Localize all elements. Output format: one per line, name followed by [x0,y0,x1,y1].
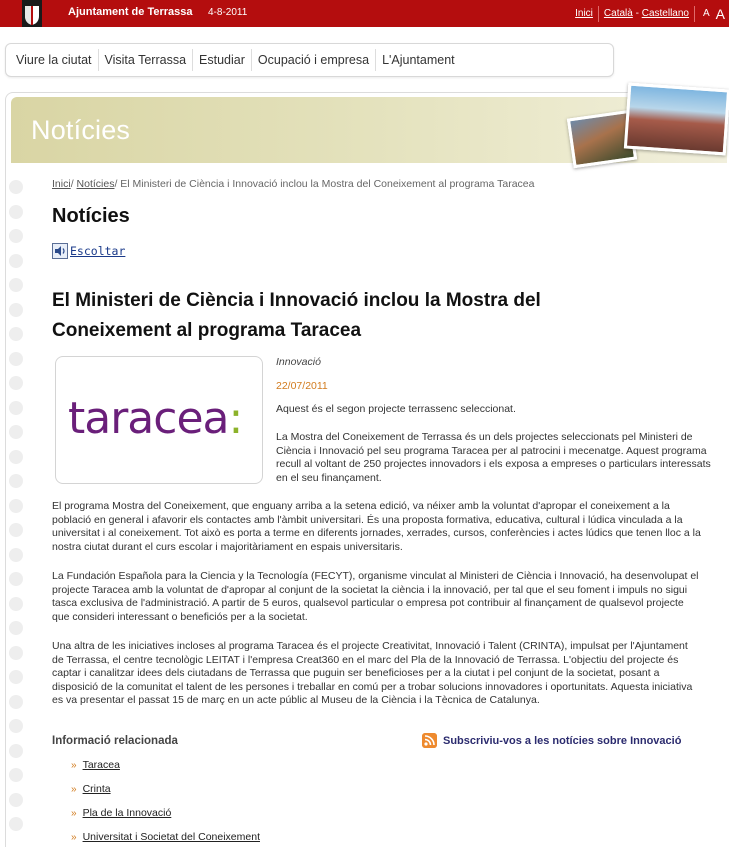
breadcrumb-current: / El Ministeri de Ciència i Innovació inclou la Mostra del Coneixement al programa Taracea [114,178,535,190]
breadcrumb-home[interactable]: Inici [52,178,71,190]
taracea-logo: taracea: [68,393,243,444]
nav-item-estudiar[interactable]: Estudiar [193,49,252,71]
list-item [71,825,260,847]
lang-catalan-link[interactable]: Català [603,8,633,19]
related-link-taracea[interactable]: Taracea [82,759,120,771]
article-lead: Aquest és el segon projecte terrassenc seleccionat. [276,403,516,415]
current-date: 4-8-2011 [208,7,248,18]
arrow-icon: » [71,807,77,819]
arrow-icon: » [71,831,77,843]
article-image [55,356,263,484]
list-item [71,753,260,777]
related-link-universitat[interactable]: Universitat i Societat del Coneixement [82,831,260,843]
home-link[interactable]: Inici [575,8,593,19]
subscribe-link[interactable] [422,733,681,748]
nav-item-viure[interactable]: Viure la ciutat [10,49,99,71]
article-date: 22/07/2011 [276,380,328,392]
breadcrumb-sep: / [70,178,74,190]
banner-photo-building [624,83,729,156]
related-link-crinta[interactable]: Crinta [82,783,111,795]
nav-item-ocupacio[interactable]: Ocupació i empresa [252,49,376,71]
related-list [71,753,260,847]
banner-title: Notícies [31,115,131,145]
nav-item-ajuntament[interactable]: L'Ajuntament [382,53,455,67]
font-decrease-button[interactable]: A [702,8,710,19]
speaker-icon [52,243,68,259]
banner-photos [568,84,728,174]
article-paragraph-2: El programa Mostra del Coneixement, que enguany arriba a la setena edició, va néixer amb la voluntat d'apropar el coneixement a la població en general i afavorir els contactes amb l'àmbit universitari. És una proposta formativa, educativa, cultural i lúdica vinculada a la universitat i al coneixement. Tot això es porta a terme en diferents jornades, xerrades, cursos, conferències i actes lúdics que tenen lloc a la nostra ciutat durant el curs escolar i majoritàriament en espais universitaris. [52,500,701,553]
arrow-icon: » [71,783,77,795]
article-paragraph-4: Una altra de les iniciatives incloses al programa Taracea és el projecte Creativitat, Innovació i Talent (CRINTA), impulsat per l'Ajuntament de Terrassa, el centre tecnològic LEITAT i l'empresa Creat360 en el marc del Pla de la Innovació de Terrassa. L'objectiu del projecte és captar i canalitzar idees dels ciutadans de Terrassa que puguin ser beneficioses per a la ciutat i pel conjunt de la societat, posant a disposició de la comunitat el talent de les persones i treballar en comú per a trobar solucions innovadores i oportunitats. Aquesta iniciativa es va presentar el passat 15 de març en un acte públic al Museu de la Ciència i la Tècnica de Catalunya. [52,640,693,706]
arrow-icon: » [71,759,77,771]
article-category: Innovació [276,356,321,368]
decorative-holes [9,180,27,842]
divider [598,6,599,22]
article-paragraph-3: La Fundación Española para la Ciencia y la Tecnología (FECYT), organisme vinculat al Ministeri de Ciència i Innovació, ha desenvolupat el projecte Taracea amb la voluntat de d'apropar al conjunt de la societat la ciència i la innovació, per tal que el seu foment i impuls no sigui tasca exclusiva de l'administració. A partir de 5 euros, qualsevol particular o empresa pot contribuir al finançament de qualsevol projecte que consideri interessant o beneficiós per a la societat. [52,570,699,623]
top-links [575,0,725,27]
list-item [71,801,260,825]
nav-item-visita[interactable]: Visita Terrassa [99,49,194,71]
breadcrumb [52,178,534,190]
lang-castellano-link[interactable]: Castellano [641,8,689,19]
rss-icon [422,733,437,748]
main-nav [5,43,614,77]
article-headline: El Ministeri de Ciència i Innovació inclou la Mostra del Coneixement al programa Taracea [52,290,541,341]
section-title: Notícies [52,205,130,227]
lang-separator: - [632,8,642,19]
listen-button[interactable] [52,242,125,260]
breadcrumb-section[interactable]: Notícies [76,178,115,190]
list-item [71,777,260,801]
city-shield-icon[interactable] [22,0,42,27]
subscribe-label: Subscriviu-vos a les notícies sobre Innovació [443,734,682,747]
related-link-pla-innovacio[interactable]: Pla de la Innovació [82,807,172,819]
font-increase-button[interactable]: A [715,5,725,22]
divider [694,6,695,22]
article-paragraph-1: La Mostra del Coneixement de Terrassa és un dels projectes seleccionats pel Ministeri de Ciència i Innovació pel seu programa Taracea per al patrocini i mecenatge. Aquest programa recull al voltant de 250 projectes innovadors i els exposa a empreses o particulars interessats en el seu finançament. [276,431,711,484]
top-bar [0,0,729,27]
related-heading: Informació relacionada [52,735,178,747]
listen-label: Escoltar [70,244,126,258]
brand-name[interactable]: Ajuntament de Terrassa [68,6,193,18]
